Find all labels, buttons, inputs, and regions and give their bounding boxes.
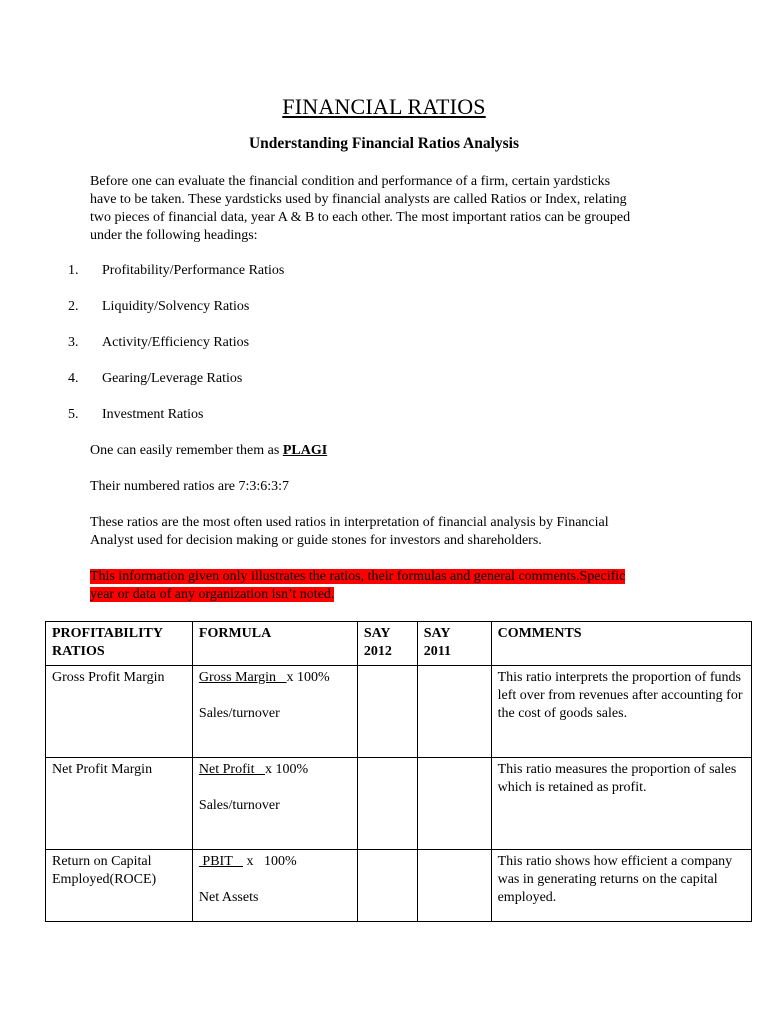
say-2012-cell: [357, 666, 417, 758]
remember-prefix: One can easily remember them as: [90, 443, 283, 458]
formula-numerator: Net Profit: [198, 762, 266, 777]
comment-cell: This ratio shows how efficient a company was in generating returns on the capital employed.: [491, 850, 751, 922]
list-label: Activity/Efficiency Ratios: [102, 335, 250, 350]
table-row: [46, 850, 752, 922]
usage-line: Analyst used for decision making or guide stones for investors and shareholders.: [90, 533, 542, 548]
formula-denominator: Sales/turnover: [198, 706, 280, 721]
table-header-row: [46, 622, 752, 666]
ratio-name-cell: Return on Capital Employed(ROCE): [46, 850, 193, 922]
formula-denominator: Net Assets: [198, 890, 259, 905]
intro-line: have to be taken. These yardsticks used by financial analysts are called Ratios or Index, relating: [90, 192, 627, 207]
formula-multiplier: x 100%: [243, 854, 297, 869]
ratio-name-cell: Net Profit Margin: [46, 758, 193, 850]
list-item: [68, 298, 249, 316]
ratio-name-cell: Gross Profit Margin: [46, 666, 193, 758]
list-label: Gearing/Leverage Ratios: [102, 371, 243, 386]
formula-numerator: PBIT: [198, 854, 243, 869]
formula-cell: [192, 758, 357, 850]
header-ratio: PROFITABILITY RATIOS: [46, 622, 193, 666]
formula-numerator: Gross Margin: [198, 670, 287, 685]
table-row: [46, 758, 752, 850]
say-2012-cell: [357, 850, 417, 922]
table-row: [46, 666, 752, 758]
comment-cell: This ratio measures the proportion of sales which is retained as profit.: [491, 758, 751, 850]
formula-multiplier: x 100%: [265, 762, 309, 777]
say-2012-cell: [357, 758, 417, 850]
formula-cell: [192, 666, 357, 758]
formula-multiplier: x 100%: [286, 670, 330, 685]
say-2011-cell: [417, 666, 491, 758]
list-item: [68, 406, 204, 424]
usage-line: These ratios are the most often used ratios in interpretation of financial analysis by Financial: [90, 515, 609, 530]
list-label: Investment Ratios: [102, 407, 204, 422]
intro-line: under the following headings:: [90, 228, 258, 243]
usage-paragraph: [90, 514, 609, 550]
list-number: 2.: [68, 299, 79, 314]
intro-line: two pieces of financial data, year A & B to each other. The most important ratios can be grouped: [90, 210, 631, 225]
formula-cell: [192, 850, 357, 922]
list-number: 3.: [68, 335, 79, 350]
header-say-2011: SAY 2011: [417, 622, 491, 666]
intro-paragraph: [90, 173, 690, 245]
notice-line: This information given only illustrates the ratios, their formulas and general comments.Specific: [90, 569, 626, 584]
list-label: Liquidity/Solvency Ratios: [102, 299, 250, 314]
say-2011-cell: [417, 758, 491, 850]
header-formula: FORMULA: [192, 622, 357, 666]
list-item: [68, 262, 284, 280]
list-label: Profitability/Performance Ratios: [102, 263, 285, 278]
page-subtitle: Understanding Financial Ratios Analysis: [248, 135, 520, 152]
remember-paragraph: [90, 442, 327, 460]
comment-cell: This ratio interprets the proportion of funds left over from revenues after accounting for the cost of goods sales.: [491, 666, 751, 758]
list-number: 1.: [68, 263, 79, 278]
list-number: 4.: [68, 371, 79, 386]
intro-line: Before one can evaluate the financial condition and performance of a firm, certain yardsticks: [90, 174, 611, 189]
plagi-acronym: PLAGI: [282, 443, 328, 458]
notice-paragraph: [90, 568, 625, 604]
list-item: [68, 370, 242, 388]
list-number: 5.: [68, 407, 79, 422]
list-item: [68, 334, 249, 352]
header-comments: COMMENTS: [491, 622, 751, 666]
say-2011-cell: [417, 850, 491, 922]
header-say-2012: SAY 2012: [357, 622, 417, 666]
page-title: FINANCIAL RATIOS: [282, 94, 486, 119]
numbered-ratios-paragraph: Their numbered ratios are 7:3:6:3:7: [90, 479, 290, 494]
formula-denominator: Sales/turnover: [198, 798, 280, 813]
profitability-ratios-table: [45, 621, 752, 922]
notice-line: year or data of any organization isn’t noted.: [90, 587, 335, 602]
